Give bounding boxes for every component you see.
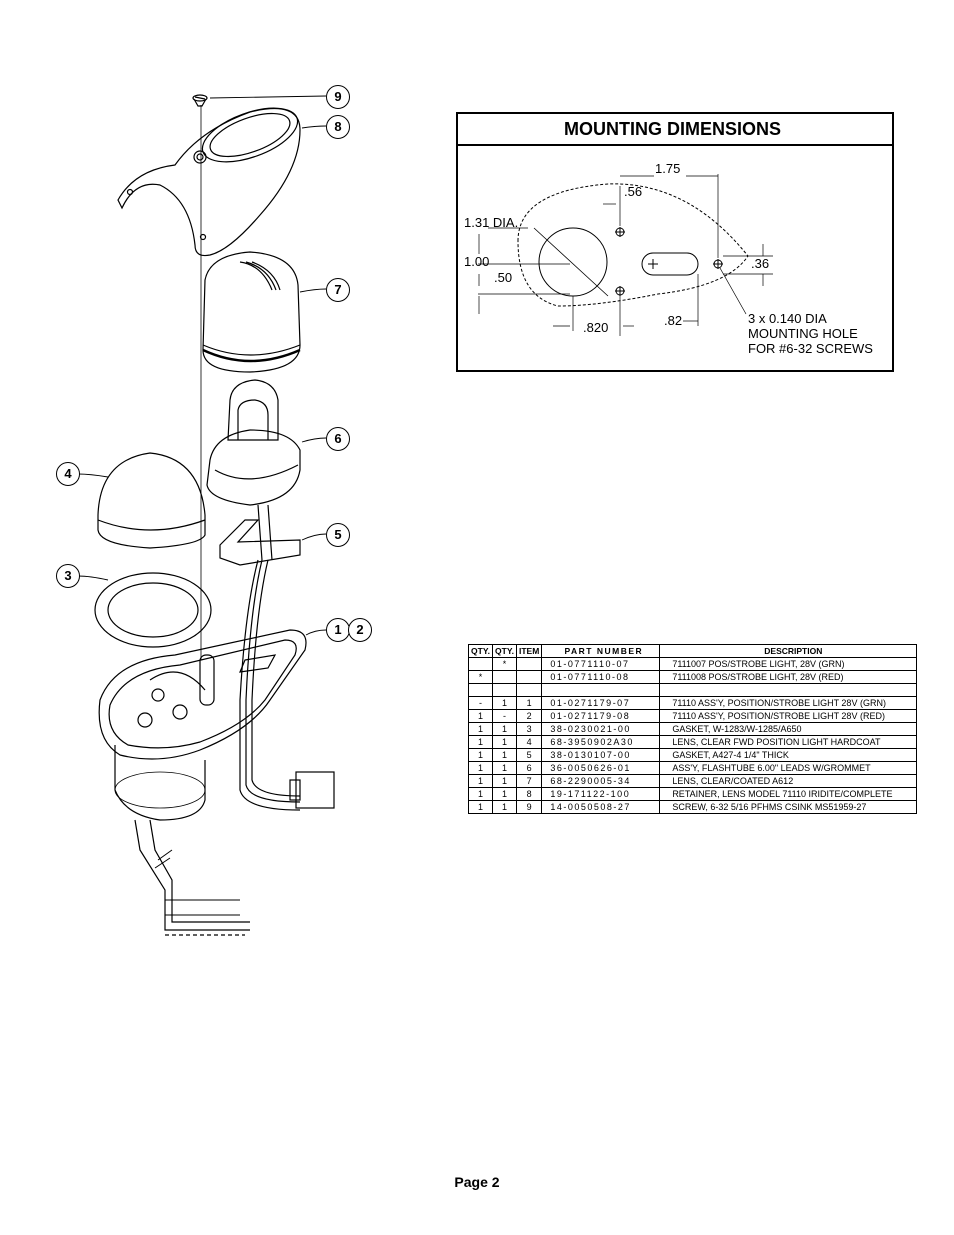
table-row bbox=[469, 788, 917, 801]
cell-item bbox=[517, 671, 542, 684]
cell-item: 9 bbox=[517, 801, 542, 814]
cell-item: 3 bbox=[517, 723, 542, 736]
cell-qty-1 bbox=[469, 658, 493, 671]
mounting-hole-note bbox=[748, 311, 873, 356]
cell-item: 2 bbox=[517, 710, 542, 723]
callout-1: 1 bbox=[326, 618, 350, 642]
callout-4: 4 bbox=[56, 462, 80, 486]
parts-list-table bbox=[468, 644, 917, 814]
cell-part-number: 38-0230021-00 bbox=[542, 723, 660, 736]
screw-part bbox=[193, 95, 207, 106]
cell-qty-1: 1 bbox=[469, 749, 493, 762]
header-qty-2: QTY. bbox=[493, 645, 517, 658]
cell-part-number: 01-0771110-07 bbox=[542, 658, 660, 671]
cell-qty-1: 1 bbox=[469, 710, 493, 723]
cell-description: 71110 ASS'Y, POSITION/STROBE LIGHT 28V (RED) bbox=[660, 710, 917, 723]
header-item: ITEM bbox=[517, 645, 542, 658]
cell-description: RETAINER, LENS MODEL 71110 IRIDITE/COMPLETE bbox=[660, 788, 917, 801]
cell-part-number: 01-0271179-08 bbox=[542, 710, 660, 723]
cell-item bbox=[517, 658, 542, 671]
callout-8: 8 bbox=[326, 115, 350, 139]
cell-qty-2: 1 bbox=[493, 736, 517, 749]
table-row bbox=[469, 736, 917, 749]
cell-qty-2 bbox=[493, 684, 517, 697]
dim-0-56: .56 bbox=[624, 184, 643, 199]
cell-part-number: 36-0050626-01 bbox=[542, 762, 660, 775]
table-row bbox=[469, 801, 917, 814]
cell-qty-1: 1 bbox=[469, 775, 493, 788]
cell-description: ASS'Y, FLASHTUBE 6.00" LEADS W/GROMMET bbox=[660, 762, 917, 775]
cell-part-number: 01-0771110-08 bbox=[542, 671, 660, 684]
dim-1-31-dia: 1.31 DIA. bbox=[464, 215, 519, 230]
cell-qty-1: 1 bbox=[469, 788, 493, 801]
cell-item: 1 bbox=[517, 697, 542, 710]
note-line-3: FOR #6-32 SCREWS bbox=[748, 341, 873, 356]
cell-qty-2: 1 bbox=[493, 697, 517, 710]
dim-0-82: .82 bbox=[664, 313, 683, 328]
table-header-row bbox=[469, 645, 917, 658]
cell-qty-2: 1 bbox=[493, 775, 517, 788]
table-row bbox=[469, 775, 917, 788]
table-row bbox=[469, 684, 917, 697]
cell-qty-1: 1 bbox=[469, 801, 493, 814]
cell-part-number: 19-171122-100 bbox=[542, 788, 660, 801]
header-description: DESCRIPTION bbox=[660, 645, 917, 658]
dim-1-75: 1.75 bbox=[655, 161, 681, 176]
callout-5: 5 bbox=[326, 523, 350, 547]
header-part-number: PART NUMBER bbox=[542, 645, 660, 658]
note-line-2: MOUNTING HOLE bbox=[748, 326, 858, 341]
base-assembly-part bbox=[99, 560, 334, 935]
dim-1-00: 1.00 bbox=[464, 254, 490, 269]
cell-item: 6 bbox=[517, 762, 542, 775]
cell-qty-2: 1 bbox=[493, 762, 517, 775]
cell-description: SCREW, 6-32 5/16 PFHMS CSINK MS51959-27 bbox=[660, 801, 917, 814]
table-row bbox=[469, 762, 917, 775]
cell-qty-2: 1 bbox=[493, 723, 517, 736]
callout-2: 2 bbox=[348, 618, 372, 642]
table-row bbox=[469, 749, 917, 762]
table-row bbox=[469, 697, 917, 710]
callout-6: 6 bbox=[326, 427, 350, 451]
dim-0-50: .50 bbox=[494, 270, 513, 285]
cell-qty-2: * bbox=[493, 658, 517, 671]
cell-description: GASKET, W-1283/W-1285/A650 bbox=[660, 723, 917, 736]
cell-qty-1 bbox=[469, 684, 493, 697]
note-line-1: 3 x 0.140 DIA bbox=[748, 311, 827, 326]
cell-description: 7111008 POS/STROBE LIGHT, 28V (RED) bbox=[660, 671, 917, 684]
cell-qty-2 bbox=[493, 671, 517, 684]
table-row bbox=[469, 658, 917, 671]
cell-qty-1: 1 bbox=[469, 762, 493, 775]
mounting-dimensions-panel bbox=[456, 112, 894, 372]
cell-part-number: 68-2290005-34 bbox=[542, 775, 660, 788]
page-number: Page 2 bbox=[454, 1174, 500, 1190]
cell-item: 7 bbox=[517, 775, 542, 788]
cell-qty-1: - bbox=[469, 697, 493, 710]
cell-qty-1: 1 bbox=[469, 736, 493, 749]
cell-part-number: 38-0130107-00 bbox=[542, 749, 660, 762]
flashtube-part bbox=[207, 380, 300, 560]
cell-qty-2: 1 bbox=[493, 788, 517, 801]
cell-part-number: 01-0271179-07 bbox=[542, 697, 660, 710]
gasket-part-3 bbox=[95, 573, 211, 647]
dim-0-36: .36 bbox=[751, 256, 770, 271]
cell-qty-2: 1 bbox=[493, 801, 517, 814]
retainer-part bbox=[118, 97, 305, 255]
cell-item: 4 bbox=[517, 736, 542, 749]
cell-description: LENS, CLEAR/COATED A612 bbox=[660, 775, 917, 788]
callout-7: 7 bbox=[326, 278, 350, 302]
cell-item: 8 bbox=[517, 788, 542, 801]
cell-description: 71110 ASS'Y, POSITION/STROBE LIGHT 28V (GRN) bbox=[660, 697, 917, 710]
callout-9: 9 bbox=[326, 85, 350, 109]
cell-qty-1: * bbox=[469, 671, 493, 684]
cell-part-number: 14-0050508-27 bbox=[542, 801, 660, 814]
table-row bbox=[469, 710, 917, 723]
cell-item bbox=[517, 684, 542, 697]
table-row bbox=[469, 723, 917, 736]
cell-description: 7111007 POS/STROBE LIGHT, 28V (GRN) bbox=[660, 658, 917, 671]
dome-lens-part bbox=[203, 252, 300, 372]
cell-description: GASKET, A427-4 1/4" THICK bbox=[660, 749, 917, 762]
callout-3: 3 bbox=[56, 564, 80, 588]
cell-qty-2: - bbox=[493, 710, 517, 723]
cell-part-number bbox=[542, 684, 660, 697]
forward-lens-part bbox=[98, 453, 205, 548]
header-qty-1: QTY. bbox=[469, 645, 493, 658]
cell-item: 5 bbox=[517, 749, 542, 762]
table-row bbox=[469, 671, 917, 684]
cell-description: LENS, CLEAR FWD POSITION LIGHT HARDCOAT bbox=[660, 736, 917, 749]
cell-qty-2: 1 bbox=[493, 749, 517, 762]
cell-description bbox=[660, 684, 917, 697]
cell-qty-1: 1 bbox=[469, 723, 493, 736]
cell-part-number: 68-3950902A30 bbox=[542, 736, 660, 749]
mounting-dimensions-title: MOUNTING DIMENSIONS bbox=[458, 114, 892, 146]
dim-0-820: .820 bbox=[583, 320, 609, 335]
callout-leaders bbox=[78, 96, 326, 635]
